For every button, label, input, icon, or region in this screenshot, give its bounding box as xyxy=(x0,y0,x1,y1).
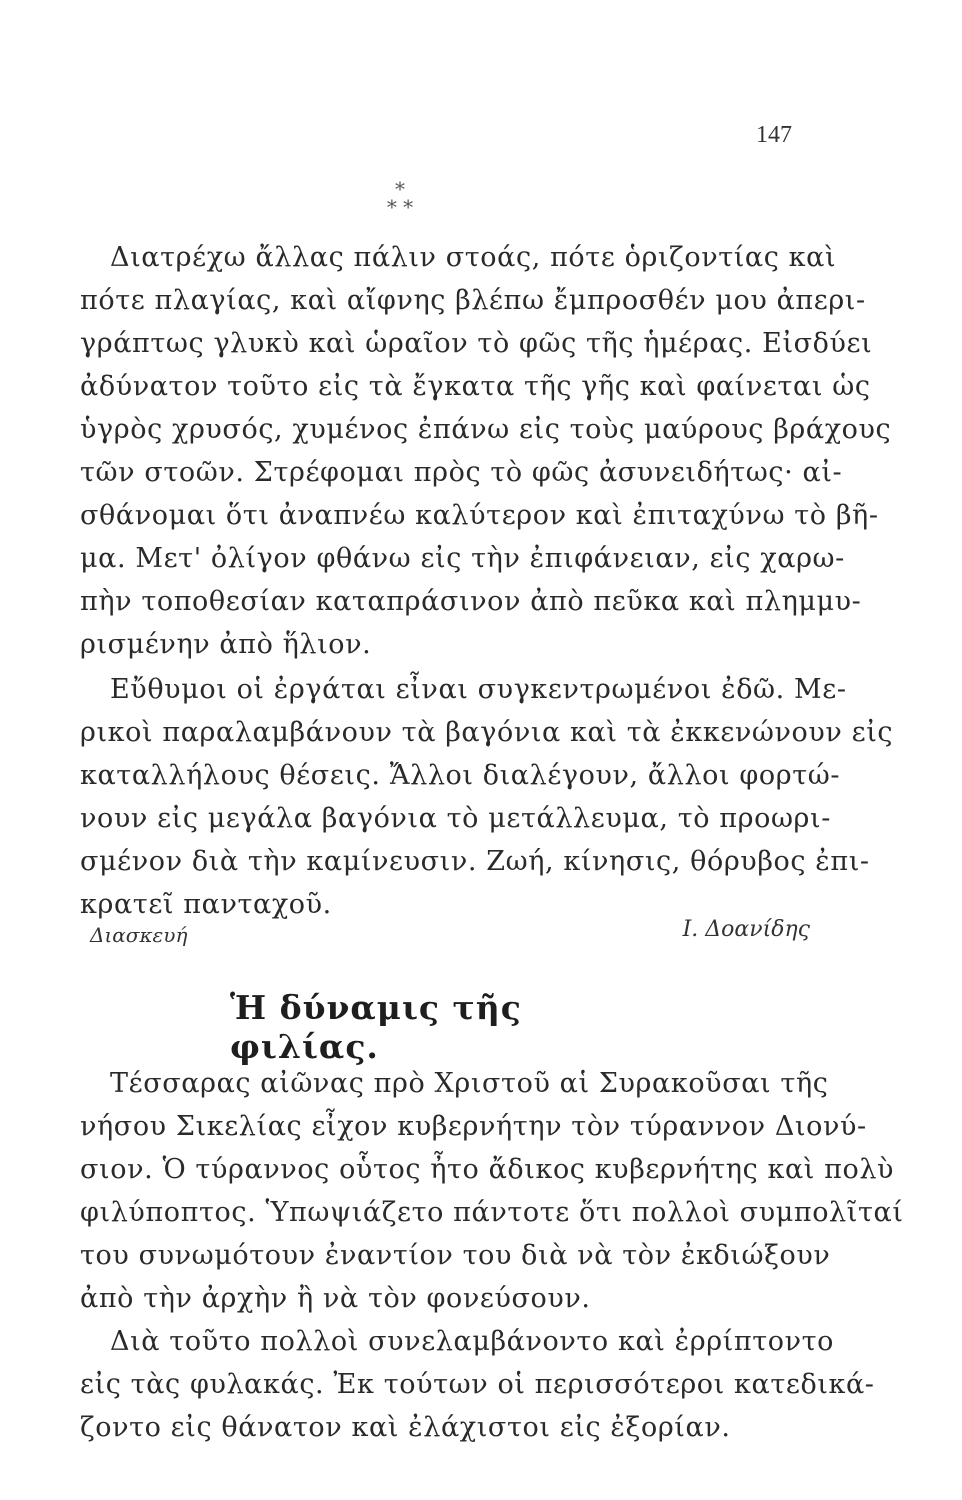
asterism-bottom: * * xyxy=(386,195,414,219)
author-signature: Ι. Δοανίδης xyxy=(682,917,810,942)
paragraph-dionysius xyxy=(80,1062,904,1320)
text-line: Εὔθυμοι οἱ ἐργάται εἶναι συγκεντρωμένοι ἐδῶ. Με- xyxy=(110,674,847,705)
text-line: πὴν τοποθεσίαν καταπράσινον ἀπὸ πεῦκα καὶ πλημμυ- xyxy=(80,586,862,617)
text-line: του συνωμότουν ἐναντίον του διὰ νὰ τὸν ἐκδιώξουν xyxy=(80,1240,831,1271)
text-line: ρισμένην ἀπὸ ἥλιον. xyxy=(80,629,372,660)
chapter-title: Ἡ δύναμις τῆς φιλίας. xyxy=(230,988,522,1066)
paragraph-mine-passage xyxy=(80,236,892,666)
text-line: τῶν στοῶν. Στρέφομαι πρὸς τὸ φῶς ἀσυνειδήτως· αἰ- xyxy=(80,457,843,488)
text-line: μα. Μετ' ὀλίγον φθάνω εἰς τὴν ἐπιφάνειαν, εἰς χαρω- xyxy=(80,543,845,574)
text-line: Διατρέχω ἄλλας πάλιν στοάς, πότε ὁριζοντίας καὶ xyxy=(110,242,837,273)
section-divider-asterism xyxy=(370,177,430,219)
text-line: Διὰ τοῦτο πολλοὶ συνελαμβάνοντο καὶ ἐρρίπτοντο xyxy=(110,1326,835,1357)
text-line: ζοντο εἰς θάνατον καὶ ἐλάχιστοι εἰς ἐξορίαν. xyxy=(80,1412,731,1443)
page-number: 147 xyxy=(756,122,792,148)
asterism-top: * xyxy=(395,177,405,201)
text-line: καταλλήλους θέσεις. Ἄλλοι διαλέγουν, ἄλλοι φορτώ- xyxy=(80,760,841,791)
text-line: σιον. Ὁ τύραννος οὗτος ἦτο ἄδικος κυβερνήτης καὶ πολὺ xyxy=(80,1154,895,1185)
text-line: νουν εἰς μεγάλα βαγόνια τὸ μετάλλευμα, τὸ προωρι- xyxy=(80,803,831,834)
text-line: ἀδύνατον τοῦτο εἰς τὰ ἔγκατα τῆς γῆς καὶ φαίνεται ὡς xyxy=(80,371,871,402)
text-line: ἀπὸ τὴν ἀρχὴν ἢ νὰ τὸν φονεύσουν. xyxy=(80,1283,591,1314)
text-line: σθάνομαι ὅτι ἀναπνέω καλύτερον καὶ ἐπιταχύνω τὸ βῆ- xyxy=(80,500,879,531)
text-line: Τέσσαρας αἰῶνας πρὸ Χριστοῦ αἱ Συρακοῦσαι τῆς xyxy=(110,1068,829,1099)
text-line: γράπτως γλυκὺ καὶ ὡραῖον τὸ φῶς τῆς ἡμέρας. Εἰσδύει xyxy=(80,328,873,359)
text-line: φιλύποπτος. Ὑπωψιάζετο πάντοτε ὅτι πολλοὶ συμπολῖταί xyxy=(80,1197,904,1228)
text-line: εἰς τὰς φυλακάς. Ἐκ τούτων οἱ περισσότεροι κατεδικά- xyxy=(80,1369,875,1400)
text-line: νήσου Σικελίας εἶχον κυβερνήτην τὸν τύραννον Διονύ- xyxy=(80,1111,867,1142)
text-line: κρατεῖ πανταχοῦ. xyxy=(80,889,332,920)
adaptation-note: Διασκευή xyxy=(90,923,188,947)
text-line: ὑγρὸς χρυσός, χυμένος ἐπάνω εἰς τοὺς μαύρους βράχους xyxy=(80,414,892,445)
text-line: ρικοὶ παραλαμβάνουν τὰ βαγόνια καὶ τὰ ἐκκενώνουν εἰς xyxy=(80,717,894,748)
attribution-row xyxy=(90,915,810,955)
text-line: σμένον διὰ τὴν καμίνευσιν. Ζωή, κίνησις, θόρυβος ἐπι- xyxy=(80,846,870,877)
paragraph-prisons xyxy=(80,1320,875,1449)
paragraph-workers xyxy=(80,668,894,926)
text-line: πότε πλαγίας, καὶ αἴφνης βλέπω ἔμπροσθέν μου ἀπερι- xyxy=(80,285,866,316)
